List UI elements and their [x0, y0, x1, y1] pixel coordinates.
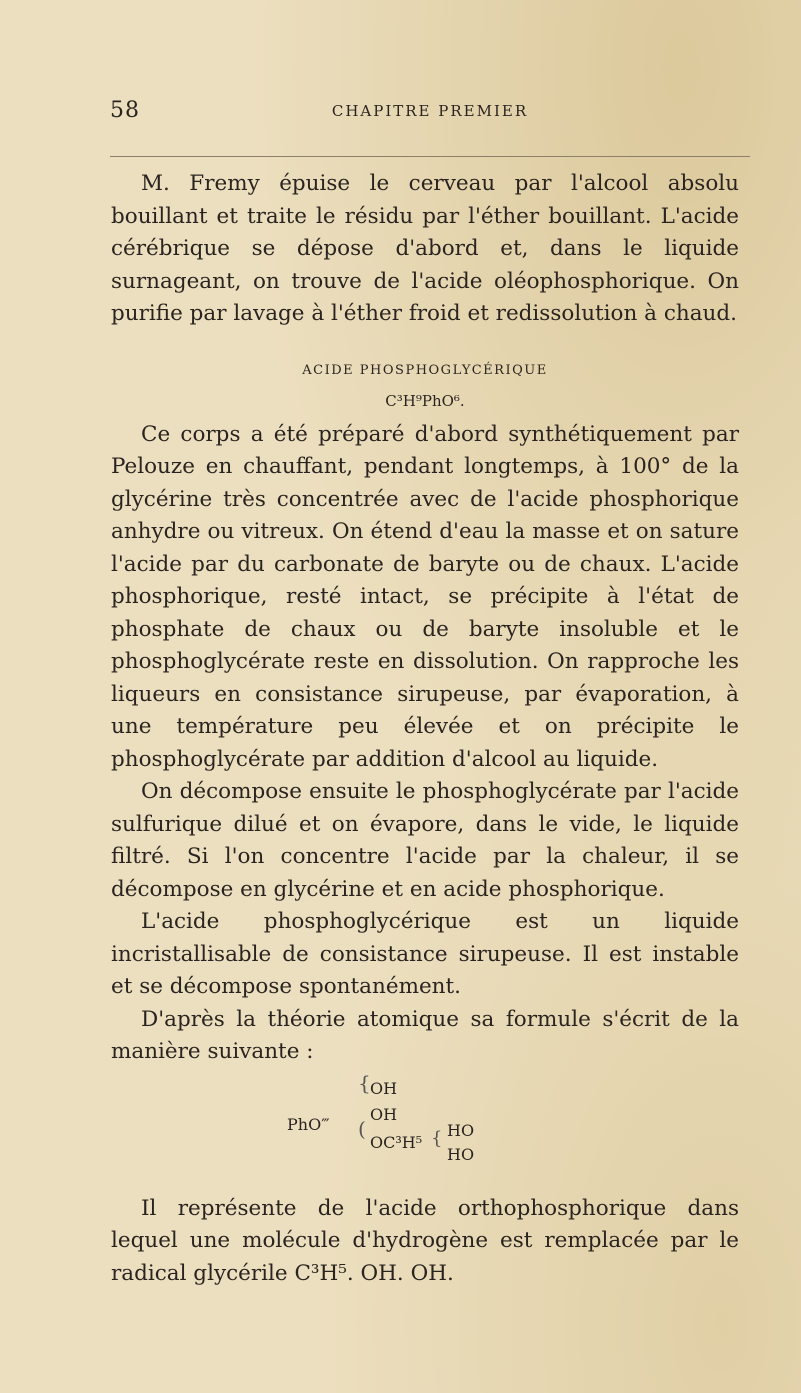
formula-oh-2: OH	[370, 1104, 398, 1124]
paragraph-intro: M. Fremy épuise le cerveau par l'alcool absolu bouillant et traite le résidu par l'éther bouillant. L'acide cérébrique se dépose d'abord et, dans le liquide surnageant, on trouve de l'acide oléophosphorique. On purifie par lavage à l'éther froid et redissolution à chaud.	[111, 171, 739, 326]
page-number: 58	[110, 98, 140, 123]
formula-oc3h5: OC³H⁵	[370, 1132, 423, 1152]
formula-root: PhO‴	[287, 1114, 330, 1134]
section-heading: ACIDE PHOSPHOGLYCÉRIQUE	[302, 362, 548, 378]
paragraph-closing: Il représente de l'acide orthophosphorique dans lequel une molécule d'hydrogène est remplacée par le radical glycérile C³H⁵. OH. OH.	[111, 1195, 739, 1286]
paragraph-decomposition: On décompose ensuite le phosphoglycérate par l'acide sulfurique dilué et on évapore, dans le vide, le liquide filtré. Si l'on concentre l'acide par la chaleur, il se décompose en glycérine et en acide phosphorique.	[111, 779, 739, 902]
running-head: CHAPITRE PREMIER	[331, 102, 529, 120]
brace-lower-icon: (	[358, 1116, 366, 1141]
formula-oh-1: OH	[370, 1078, 398, 1098]
brace-open-icon: {	[358, 1070, 371, 1095]
molecular-formula: C³H⁹PhO⁶.	[385, 391, 465, 410]
brace-sub-icon: {	[431, 1127, 443, 1149]
paragraph-atomic-theory: D'après la théorie atomique sa formule s'écrit de la manière suivante :	[111, 1006, 739, 1064]
body-text	[111, 168, 739, 1290]
formula-ho-2: HO	[447, 1144, 475, 1164]
header-rule	[110, 156, 750, 157]
formula-ho-1: HO	[447, 1120, 475, 1140]
structural-formula	[111, 1071, 739, 1189]
paragraph-preparation: Ce corps a été préparé d'abord synthétiquement par Pelouze en chauffant, pendant longtemps, à 100° de la glycérine très concentrée avec de l'acide phosphorique anhydre ou vitreux. On étend d'eau la masse et on sature l'acide par du carbonate de baryte ou de chaux. L'acide phosphorique, resté intact, se précipite à l'état de phosphate de chaux ou de baryte insoluble et le phosphoglycérate reste en dissolution. On rapproche les liqueurs en consistance sirupeuse, par évaporation, à une température peu élevée et on précipite le phosphoglycérate par addition d'alcool au liquide.	[111, 421, 739, 772]
page-header	[110, 98, 750, 146]
paragraph-properties: L'acide phosphoglycérique est un liquide incristallisable de consistance sirupeuse. Il est instable et se décompose spontanément.	[111, 909, 739, 999]
